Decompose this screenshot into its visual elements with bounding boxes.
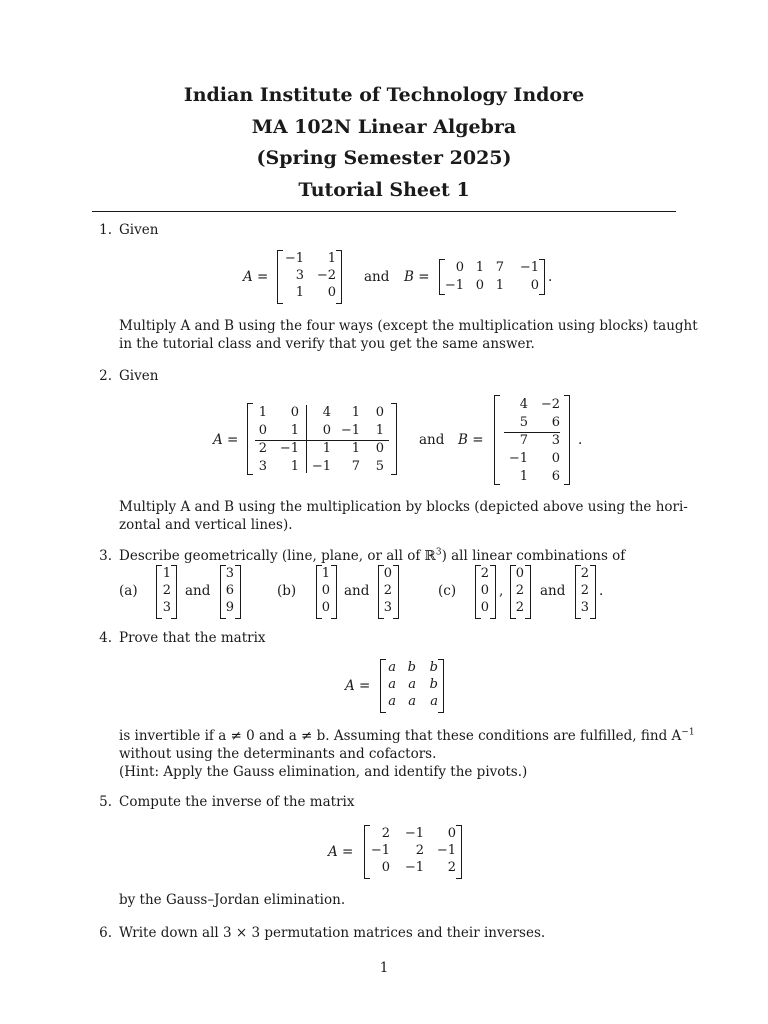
matrix-entry: −1 bbox=[340, 423, 360, 438]
bracket-left bbox=[380, 659, 386, 713]
problem-4-matrix bbox=[380, 659, 444, 713]
problem-6-number: 6. bbox=[99, 925, 112, 941]
bracket-left bbox=[494, 395, 500, 485]
problem-3-vector-a2 bbox=[220, 565, 241, 619]
problem-3-label-b: (b) bbox=[277, 583, 297, 599]
bracket-right bbox=[171, 565, 177, 619]
problem-3-vector-c1 bbox=[475, 565, 496, 619]
problem-3-vector-b1 bbox=[316, 565, 337, 619]
matrix-entry: 1 bbox=[351, 405, 360, 420]
problem-1-and: and bbox=[364, 269, 390, 285]
problem-3-label-c: (c) bbox=[438, 583, 457, 599]
matrix-entry: 0 bbox=[530, 278, 539, 293]
problem-1-a-label: A = bbox=[243, 269, 269, 285]
problem-3-and-a: and bbox=[185, 583, 211, 599]
bracket-left bbox=[156, 565, 162, 619]
bracket-left bbox=[277, 250, 283, 304]
bracket-right bbox=[456, 825, 462, 879]
matrix-entry: 0 bbox=[321, 600, 330, 615]
problem-3-vector-c3 bbox=[575, 565, 596, 619]
matrix-entry: 0 bbox=[381, 860, 390, 875]
problem-1-text-1: Multiply A and B using the four ways (except the multiplication using blocks) taught bbox=[119, 318, 698, 334]
problem-4-intro: Prove that the matrix bbox=[119, 630, 266, 646]
matrix-entry: 2 bbox=[580, 583, 589, 598]
problem-2-matrix-b bbox=[494, 395, 570, 485]
matrix-entry: b bbox=[429, 660, 438, 675]
matrix-entry: −1 bbox=[508, 451, 528, 466]
bracket-right bbox=[336, 250, 342, 304]
problem-2-matrix-a bbox=[247, 403, 397, 475]
matrix-entry: 3 bbox=[383, 600, 392, 615]
problem-1-number: 1. bbox=[99, 222, 112, 238]
matrix-entry: 0 bbox=[383, 566, 392, 581]
matrix-entry: 0 bbox=[480, 583, 489, 598]
matrix-entry: 2 bbox=[515, 600, 524, 615]
problem-3-text bbox=[119, 548, 625, 565]
matrix-entry: −1 bbox=[436, 843, 456, 858]
institute-title: Indian Institute of Technology Indore bbox=[183, 84, 585, 106]
problem-4-line-3: (Hint: Apply the Gauss elimination, and identify the pivots.) bbox=[119, 764, 528, 780]
problem-4-line-2: without using the determinants and cofactors. bbox=[119, 746, 437, 762]
problem-3-and-b: and bbox=[344, 583, 370, 599]
problem-2-a-label: A = bbox=[213, 432, 239, 448]
bracket-right bbox=[564, 395, 570, 485]
matrix-entry: 3 bbox=[295, 268, 304, 283]
matrix-entry: 0 bbox=[480, 600, 489, 615]
matrix-entry: −2 bbox=[316, 268, 336, 283]
matrix-entry: 2 bbox=[383, 583, 392, 598]
matrix-entry: −1 bbox=[404, 860, 424, 875]
problem-3-text-after: ) all linear combinations of bbox=[441, 548, 626, 564]
matrix-entry: 0 bbox=[327, 285, 336, 300]
problem-1-intro: Given bbox=[119, 222, 159, 238]
problem-3-text-sup: 3 bbox=[435, 547, 442, 558]
problem-1-period: . bbox=[548, 269, 553, 285]
bracket-right bbox=[490, 565, 496, 619]
matrix-entry: −1 bbox=[519, 260, 539, 275]
header-divider bbox=[92, 211, 676, 212]
matrix-entry: 0 bbox=[515, 566, 524, 581]
block-vertical-divider bbox=[306, 405, 307, 473]
problem-4-number: 4. bbox=[99, 630, 112, 646]
matrix-entry: 0 bbox=[551, 451, 560, 466]
problem-5-outro: by the Gauss–Jordan elimination. bbox=[119, 892, 346, 908]
problem-4-a-label: A = bbox=[345, 678, 371, 694]
matrix-entry: 2 bbox=[515, 583, 524, 598]
matrix-entry: 1 bbox=[295, 285, 304, 300]
problem-2-number: 2. bbox=[99, 368, 112, 384]
matrix-entry: 1 bbox=[475, 260, 484, 275]
matrix-entry: a bbox=[408, 677, 416, 692]
matrix-entry: 0 bbox=[290, 405, 299, 420]
matrix-entry: 3 bbox=[580, 600, 589, 615]
problem-3-label-a: (a) bbox=[119, 583, 138, 599]
bracket-right bbox=[235, 565, 241, 619]
problem-4-line-1 bbox=[119, 728, 695, 745]
matrix-entry: 6 bbox=[225, 583, 234, 598]
matrix-entry: 7 bbox=[519, 433, 528, 448]
bracket-right bbox=[438, 659, 444, 713]
matrix-entry: 1 bbox=[375, 423, 384, 438]
matrix-entry: 3 bbox=[258, 459, 267, 474]
matrix-entry: a bbox=[388, 660, 396, 675]
matrix-entry: 5 bbox=[519, 415, 528, 430]
problem-3-comma-c: , bbox=[499, 583, 504, 599]
problem-5-intro: Compute the inverse of the matrix bbox=[119, 794, 355, 810]
matrix-entry: 2 bbox=[415, 843, 424, 858]
matrix-entry: 2 bbox=[447, 860, 456, 875]
matrix-entry: 1 bbox=[327, 251, 336, 266]
problem-3-period: . bbox=[599, 583, 604, 599]
matrix-entry: −1 bbox=[444, 278, 464, 293]
bracket-right bbox=[393, 565, 399, 619]
problem-3-number: 3. bbox=[99, 548, 112, 564]
matrix-entry: 7 bbox=[495, 260, 504, 275]
bracket-right bbox=[331, 565, 337, 619]
matrix-entry: 1 bbox=[321, 566, 330, 581]
matrix-entry: a bbox=[408, 694, 416, 709]
problem-1-matrix-b bbox=[439, 259, 545, 295]
problem-2-and: and bbox=[419, 432, 445, 448]
problem-2-period: . bbox=[578, 432, 583, 448]
matrix-entry: 0 bbox=[322, 423, 331, 438]
matrix-entry: 2 bbox=[381, 826, 390, 841]
bracket-left bbox=[364, 825, 370, 879]
problem-1-text-2: in the tutorial class and verify that you get the same answer. bbox=[119, 336, 535, 352]
matrix-entry: 4 bbox=[519, 397, 528, 412]
matrix-entry: 1 bbox=[162, 566, 171, 581]
matrix-entry: a bbox=[388, 694, 396, 709]
matrix-entry: −1 bbox=[370, 843, 390, 858]
matrix-entry: −1 bbox=[311, 459, 331, 474]
matrix-entry: 1 bbox=[495, 278, 504, 293]
matrix-entry: 3 bbox=[551, 433, 560, 448]
matrix-entry: 1 bbox=[351, 441, 360, 456]
problem-2-text-1: Multiply A and B using the multiplication by blocks (depicted above using the hori- bbox=[119, 499, 688, 515]
bracket-right bbox=[539, 259, 545, 295]
problem-3-and-c: and bbox=[540, 583, 566, 599]
matrix-entry: 2 bbox=[162, 583, 171, 598]
page-number: 1 bbox=[379, 960, 389, 976]
matrix-entry: 2 bbox=[480, 566, 489, 581]
problem-5-matrix bbox=[364, 825, 462, 879]
sheet-title: Tutorial Sheet 1 bbox=[298, 178, 470, 201]
matrix-entry: 3 bbox=[162, 600, 171, 615]
matrix-entry: −1 bbox=[279, 441, 299, 456]
matrix-entry: 2 bbox=[580, 566, 589, 581]
problem-4-line-1-sup: −1 bbox=[681, 727, 695, 738]
problem-2-b-label: B = bbox=[458, 432, 484, 448]
matrix-entry: 0 bbox=[258, 423, 267, 438]
matrix-entry: 6 bbox=[551, 469, 560, 484]
matrix-entry: 7 bbox=[351, 459, 360, 474]
matrix-entry: 0 bbox=[375, 405, 384, 420]
matrix-entry: b bbox=[429, 677, 438, 692]
matrix-entry: 1 bbox=[258, 405, 267, 420]
problem-1-b-label: B = bbox=[404, 269, 430, 285]
problem-3-vector-c2 bbox=[510, 565, 531, 619]
matrix-entry: a bbox=[388, 677, 396, 692]
matrix-entry: −1 bbox=[404, 826, 424, 841]
problem-3-vector-a1 bbox=[156, 565, 177, 619]
problem-3-text-before: Describe geometrically (line, plane, or all of ℝ bbox=[119, 548, 436, 564]
problem-2-intro: Given bbox=[119, 368, 159, 384]
bracket-left bbox=[247, 403, 253, 475]
matrix-entry: 6 bbox=[551, 415, 560, 430]
bracket-right bbox=[391, 403, 397, 475]
matrix-entry: 9 bbox=[225, 600, 234, 615]
matrix-entry: −2 bbox=[540, 397, 560, 412]
bracket-right bbox=[525, 565, 531, 619]
matrix-entry: a bbox=[430, 694, 438, 709]
matrix-entry: 0 bbox=[475, 278, 484, 293]
problem-3-vector-b2 bbox=[378, 565, 399, 619]
problem-5-number: 5. bbox=[99, 794, 112, 810]
matrix-entry: 0 bbox=[455, 260, 464, 275]
matrix-entry: 0 bbox=[447, 826, 456, 841]
matrix-entry: 5 bbox=[375, 459, 384, 474]
matrix-entry: 0 bbox=[321, 583, 330, 598]
title-block bbox=[0, 80, 768, 206]
matrix-entry: 1 bbox=[290, 423, 299, 438]
problem-1-matrix-a bbox=[277, 250, 342, 304]
problem-5-a-label: A = bbox=[328, 844, 354, 860]
problem-2-text-2: zontal and vertical lines). bbox=[119, 517, 293, 533]
matrix-entry: 3 bbox=[225, 566, 234, 581]
matrix-entry: 1 bbox=[290, 459, 299, 474]
semester-title: (Spring Semester 2025) bbox=[256, 147, 512, 169]
bracket-right bbox=[590, 565, 596, 619]
course-title: MA 102N Linear Algebra bbox=[251, 115, 517, 138]
matrix-entry: 2 bbox=[258, 441, 267, 456]
matrix-entry: −1 bbox=[284, 251, 304, 266]
problem-4-line-1-text: is invertible if a ≠ 0 and a ≠ b. Assuming that these conditions are fulfilled, find A bbox=[119, 728, 682, 744]
matrix-entry: 1 bbox=[519, 469, 528, 484]
matrix-entry: b bbox=[407, 660, 416, 675]
matrix-entry: 1 bbox=[322, 441, 331, 456]
problem-6-text: Write down all 3 × 3 permutation matrices and their inverses. bbox=[119, 925, 546, 941]
matrix-entry: 4 bbox=[322, 405, 331, 420]
matrix-entry: 0 bbox=[375, 441, 384, 456]
